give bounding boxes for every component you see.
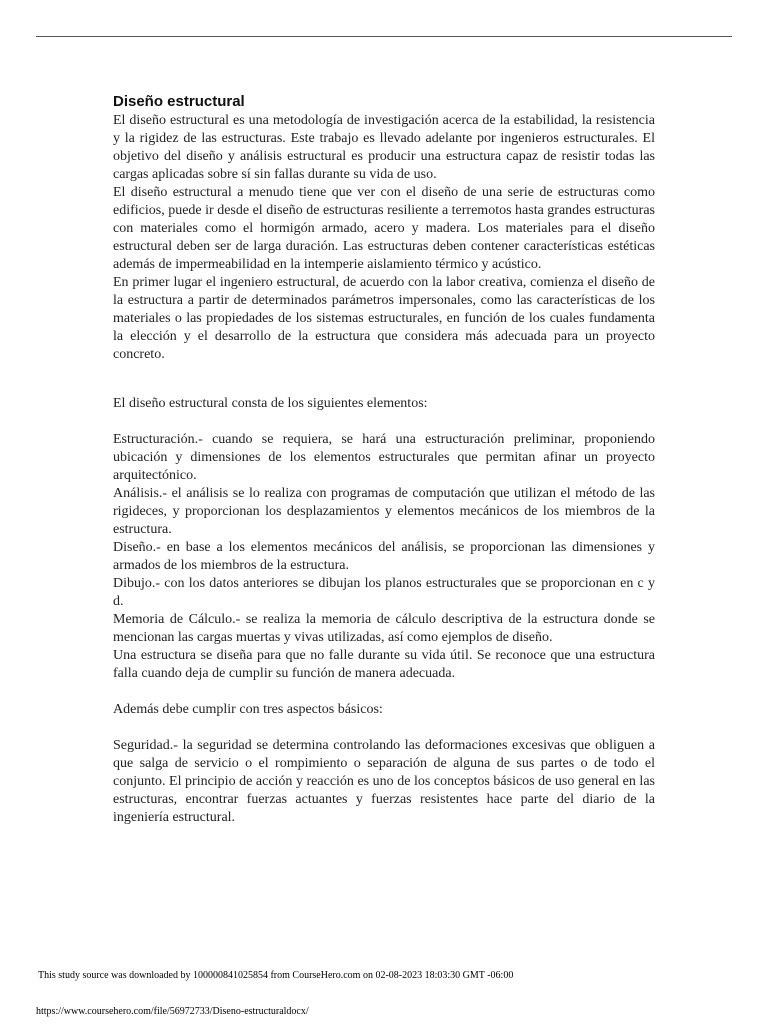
paragraph-memoria-calculo: Memoria de Cálculo.- se realiza la memoria de cálculo descriptiva de la estructura donde se mencionan las cargas muertas y vivas utilizadas, así como ejemplos de diseño. [113, 612, 655, 645]
document-body [113, 93, 655, 827]
paragraph-aspects-heading: Además debe cumplir con tres aspectos básicos: [113, 702, 383, 717]
document-title: Diseño estructural [113, 93, 245, 110]
paragraph-applications: El diseño estructural a menudo tiene que ver con el diseño de una serie de estructuras como edificios, puede ir desde el diseño de estructuras resiliente a terremotos hasta grandes estructuras con materiales como el hormigón armado, acero y madera. Los materiales para el diseño estructural deben ser de larga duración. Las estructuras deben contener características estéticas además de impermeabilidad en la intemperie aislamiento térmico y acústico. [113, 185, 655, 272]
paragraph-elements-heading: El diseño estructural consta de los siguientes elementos: [113, 396, 428, 411]
paragraph-seguridad: Seguridad.- la seguridad se determina controlando las deformaciones excesivas que obliguen a que salga de servicio o el rompimiento o separación de alguna de sus partes o de todo el conjunto. El principio de acción y reacción es uno de los conceptos básicos de uso general en las estructuras, encontrar fuerzas actuantes y fuerzas resistentes hace parte del diario de la ingeniería estructural. [113, 738, 655, 825]
paragraph-diseno: Diseño.- en base a los elementos mecánicos del análisis, se proporcionan las dimensiones y armados de los miembros de la estructura. [113, 540, 655, 573]
paragraph-dibujo: Dibujo.- con los datos anteriores se dibujan los planos estructurales que se proporcionan en c y d. [113, 576, 655, 609]
source-url-link[interactable]: https://www.coursehero.com/file/56972733/Diseno-estructuraldocx/ [36, 1006, 309, 1017]
paragraph-analisis: Análisis.- el análisis se lo realiza con programas de computación que utilizan el método de las rigideces, y proporcionan los desplazamientos y elementos mecánicos de los miembros de la estructura. [113, 486, 655, 537]
paragraph-engineer-role: En primer lugar el ingeniero estructural, de acuerdo con la labor creativa, comienza el diseño de la estructura a partir de determinados parámetros impersonales, como las características de los materiales o las propiedades de los sistemas estructurales, en función de los cuales fundamenta la elección y el desarrollo de la estructura que considera más adecuada para un proyecto concreto. [113, 275, 655, 362]
paragraph-failure-definition: Una estructura se diseña para que no falle durante su vida útil. Se reconoce que una estructura falla cuando deja de cumplir su función de manera adecuada. [113, 648, 655, 681]
download-notice: This study source was downloaded by 100000841025854 from CourseHero.com on 02-08-2023 18:03:30 GMT -06:00 [38, 970, 514, 981]
paragraph-intro: El diseño estructural es una metodología de investigación acerca de la estabilidad, la resistencia y la rigidez de las estructuras. Este trabajo es llevado adelante por ingenieros estructurales. El objetivo del diseño y análisis estructural es producir una estructura capaz de resistir todas las cargas aplicadas sobre sí sin fallas durante su vida de uso. [113, 113, 655, 182]
top-divider [36, 36, 732, 37]
paragraph-estructuracion: Estructuración.- cuando se requiera, se hará una estructuración preliminar, proponiendo ubicación y dimensiones de los elementos estructurales que permitan afinar un proyecto arquitectónico. [113, 432, 655, 483]
